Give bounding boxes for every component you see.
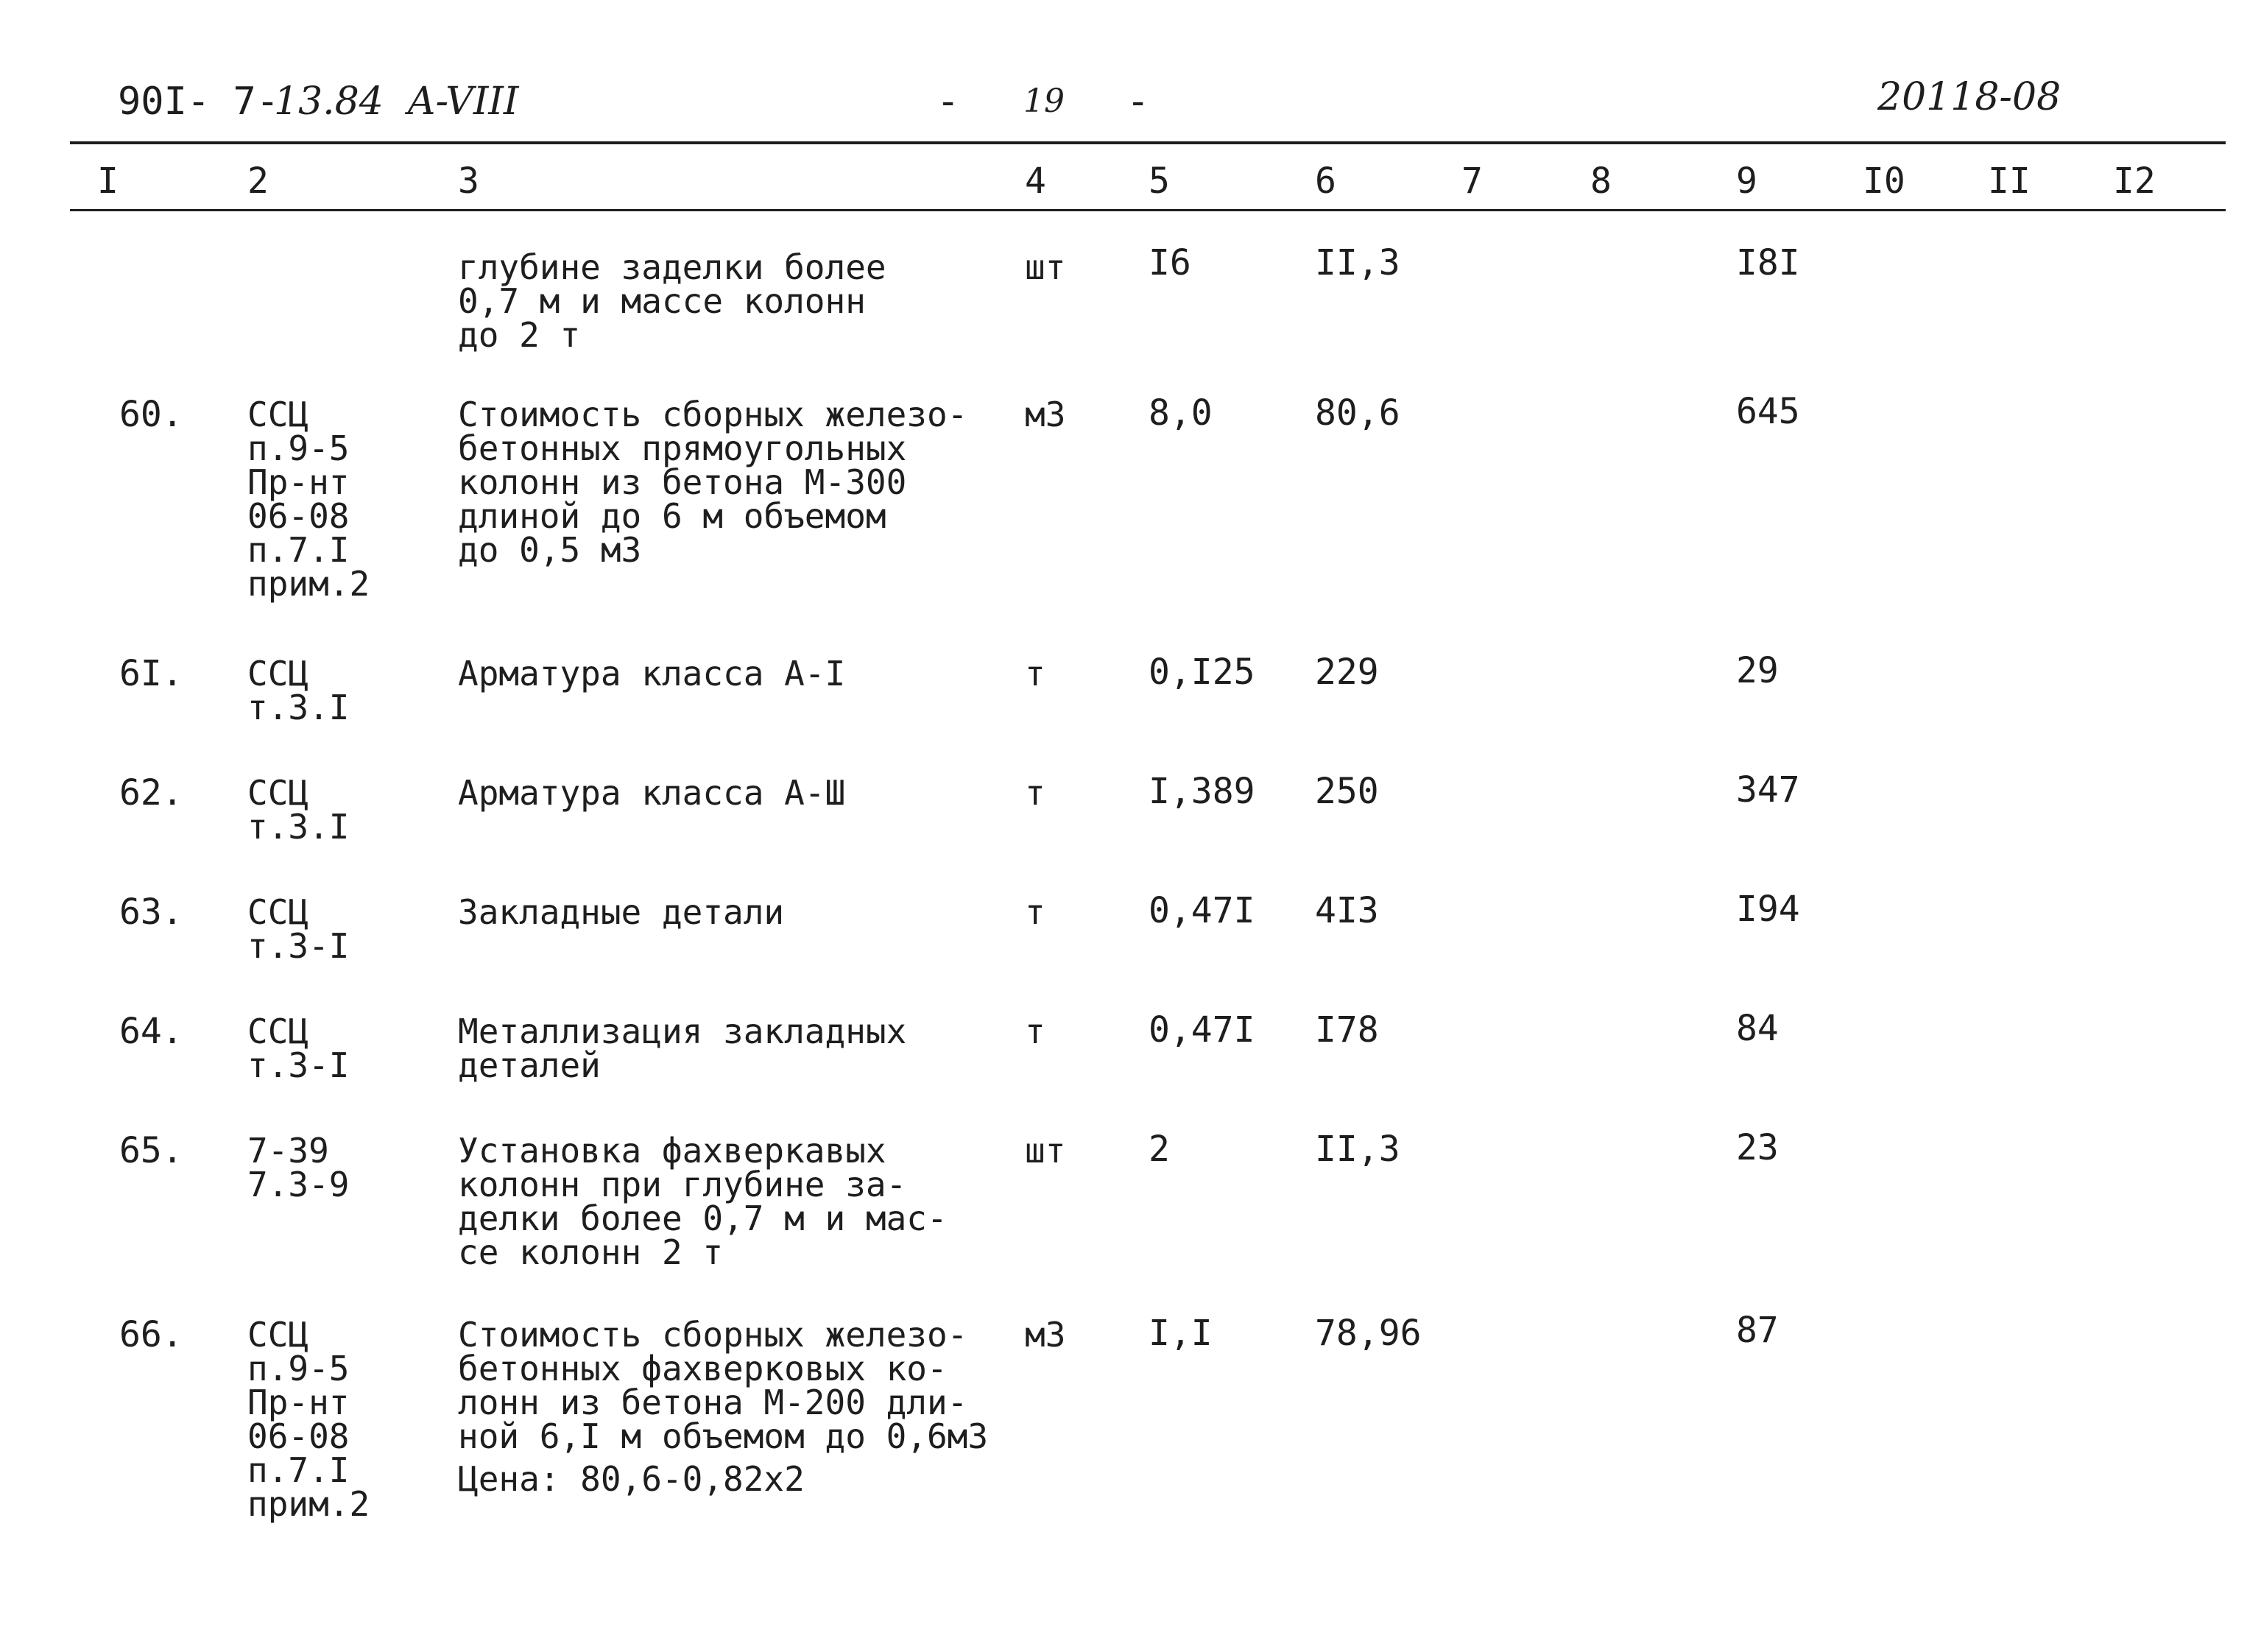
row-unit-price: 4I3 — [1315, 890, 1379, 931]
column-header-6: 6 — [1315, 160, 1336, 202]
document-code-handwritten: 13.84 A-VIII — [274, 80, 519, 124]
row-quantity: 2 — [1149, 1129, 1170, 1170]
document-code: 90I- 7- — [118, 80, 280, 124]
page-number-suffix: - — [1126, 80, 1150, 124]
column-header-1: I — [97, 160, 119, 202]
header-bottom-rule — [70, 209, 2226, 211]
column-header-2: 2 — [247, 160, 269, 202]
row-unit-price: 229 — [1315, 652, 1379, 693]
column-header-5: 5 — [1149, 160, 1170, 202]
row-unit-price: I78 — [1315, 1009, 1379, 1051]
row-unit: м3 — [1025, 1315, 1066, 1355]
row-unit-price: II,3 — [1315, 242, 1400, 283]
row-total: 645 — [1736, 391, 1800, 432]
row-number: 65. — [119, 1130, 183, 1171]
row-unit: т — [1025, 773, 1045, 813]
row-total: 84 — [1736, 1008, 1779, 1049]
page-number: 19 — [1023, 82, 1065, 120]
row-reference: ССЦ т.3.I — [247, 773, 350, 847]
row-description: Металлизация закладных деталей — [458, 1012, 907, 1085]
column-header-12: I2 — [2113, 160, 2156, 202]
row-description: Закладные детали — [458, 892, 785, 932]
row-quantity: 8,0 — [1149, 392, 1213, 434]
row-unit: т — [1025, 654, 1045, 693]
row-total: 347 — [1736, 769, 1800, 811]
row-total: I8I — [1736, 242, 1800, 283]
row-total: 23 — [1736, 1127, 1779, 1168]
row-description: Арматура класса А-Ш — [458, 773, 846, 813]
row-description: Стоимость сборных железо- бетонных фахверковых ко- лонн из бетона М-200 дли- ной 6,I м объемом до 0,6м3 — [458, 1315, 989, 1456]
row-reference: ССЦ п.9-5 Пр-нт 06-08 п.7.I прим.2 — [247, 1315, 370, 1524]
row-number: 6I. — [119, 653, 183, 694]
row-reference: 7-39 7.3-9 — [247, 1131, 350, 1204]
row-number: 63. — [119, 892, 183, 933]
column-header-3: 3 — [458, 160, 479, 202]
row-reference: ССЦ т.3.I — [247, 654, 350, 727]
column-header-11: II — [1988, 160, 2031, 202]
header-top-rule — [70, 141, 2226, 144]
column-header-8: 8 — [1590, 160, 1612, 202]
row-number: 60. — [119, 394, 183, 435]
row-unit-price: II,3 — [1315, 1129, 1400, 1170]
row-unit: шт — [1025, 247, 1066, 287]
row-quantity: I,I — [1149, 1313, 1213, 1354]
row-unit-price: 250 — [1315, 771, 1379, 812]
row-quantity: 0,47I — [1149, 890, 1255, 931]
row-unit: м3 — [1025, 395, 1066, 434]
row-unit-price: 80,6 — [1315, 392, 1400, 434]
row-number: 64. — [119, 1011, 183, 1052]
row-quantity: I6 — [1149, 242, 1191, 283]
row-reference: ССЦ т.3-I — [247, 1012, 350, 1085]
column-header-9: 9 — [1736, 160, 1757, 202]
sheet-reference: 20118-08 — [1877, 75, 2061, 119]
row-number: 62. — [119, 772, 183, 813]
row-description: Арматура класса А-I — [458, 654, 846, 693]
row-unit: т — [1025, 892, 1045, 932]
row-reference: ССЦ п.9-5 Пр-нт 06-08 п.7.I прим.2 — [247, 395, 370, 604]
price-note: Цена: 80,6-0,82х2 — [458, 1459, 805, 1499]
row-reference: ССЦ т.3-I — [247, 892, 350, 966]
row-quantity: I,389 — [1149, 771, 1255, 812]
row-number: 66. — [119, 1314, 183, 1355]
row-quantity: 0,I25 — [1149, 652, 1255, 693]
row-description: глубине заделки более 0,7 м и массе колонн до 2 т — [458, 247, 886, 355]
page-number-prefix: - — [937, 80, 960, 124]
column-header-7: 7 — [1461, 160, 1483, 202]
row-unit: т — [1025, 1012, 1045, 1051]
row-quantity: 0,47I — [1149, 1009, 1255, 1051]
row-total: I94 — [1736, 889, 1800, 930]
row-total: 87 — [1736, 1310, 1779, 1351]
column-header-4: 4 — [1025, 160, 1046, 202]
row-description: Стоимость сборных железо- бетонных прямоугольных колонн из бетона М-300 длиной до 6 м объемом до 0,5 м3 — [458, 395, 968, 570]
row-description: Установка фахверкавых колонн при глубине за- делки более 0,7 м и мас- се колонн 2 т — [458, 1131, 948, 1272]
row-unit-price: 78,96 — [1315, 1313, 1422, 1354]
row-total: 29 — [1736, 650, 1779, 691]
column-header-10: I0 — [1863, 160, 1905, 202]
row-unit: шт — [1025, 1131, 1066, 1171]
